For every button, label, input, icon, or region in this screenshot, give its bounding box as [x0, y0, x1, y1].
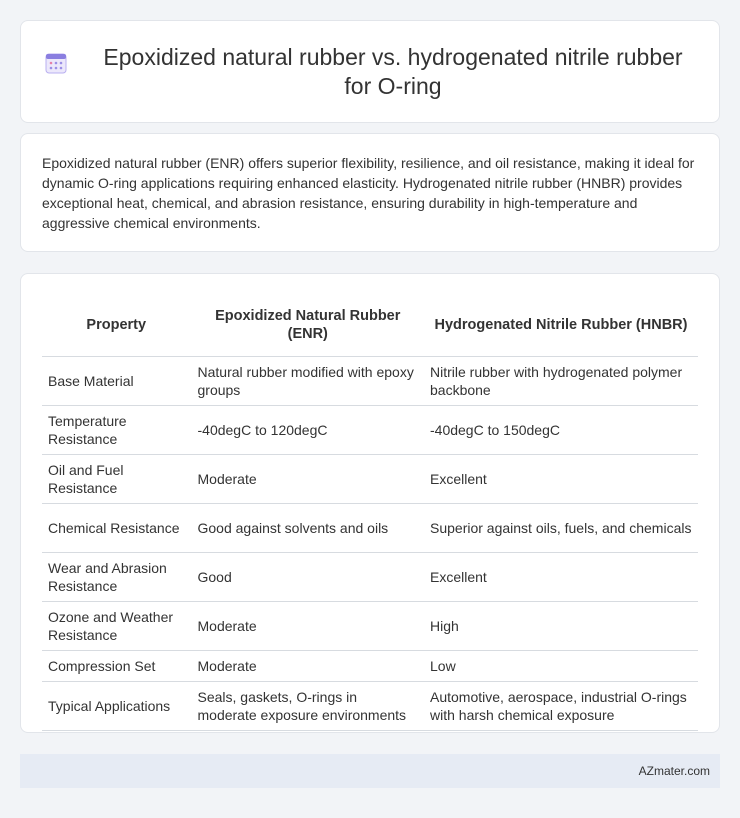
footer	[20, 754, 720, 788]
row-property: Compression Set	[42, 650, 191, 681]
table-row	[42, 681, 698, 730]
table-header-row	[42, 294, 698, 356]
row-hnbr-value: Excellent	[424, 454, 698, 503]
row-enr-value: Natural rubber modified with epoxy groups	[191, 356, 424, 405]
table-row	[42, 503, 698, 552]
summary-card	[20, 133, 720, 252]
row-hnbr-value: Excellent	[424, 552, 698, 601]
row-property: Typical Applications	[42, 681, 191, 730]
row-property: Wear and Abrasion Resistance	[42, 552, 191, 601]
row-enr-value: Good	[191, 552, 424, 601]
title-card	[20, 20, 720, 123]
header-enr: Epoxidized Natural Rubber (ENR)	[191, 294, 424, 356]
comparison-table-card	[20, 273, 720, 733]
title-wrap	[44, 43, 696, 101]
table-row	[42, 650, 698, 681]
row-enr-value: Moderate	[191, 650, 424, 681]
row-hnbr-value: Automotive, aerospace, industrial O-rings with harsh chemical exposure	[424, 681, 698, 730]
row-property: Oil and Fuel Resistance	[42, 454, 191, 503]
row-property: Base Material	[42, 356, 191, 405]
header-hnbr: Hydrogenated Nitrile Rubber (HNBR)	[424, 294, 698, 356]
table-row	[42, 552, 698, 601]
table-row	[42, 601, 698, 650]
row-hnbr-value: -40degC to 150degC	[424, 405, 698, 454]
row-property: Chemical Resistance	[42, 503, 191, 552]
row-hnbr-value: Nitrile rubber with hydrogenated polymer backbone	[424, 356, 698, 405]
row-enr-value: Moderate	[191, 454, 424, 503]
table-row	[42, 405, 698, 454]
header-property: Property	[42, 294, 191, 356]
calendar-icon	[44, 51, 68, 75]
footer-brand[interactable]: AZmater.com	[638, 764, 710, 778]
row-enr-value: Good against solvents and oils	[191, 503, 424, 552]
row-hnbr-value: Superior against oils, fuels, and chemicals	[424, 503, 698, 552]
row-enr-value: Moderate	[191, 601, 424, 650]
row-enr-value: -40degC to 120degC	[191, 405, 424, 454]
table-row	[42, 356, 698, 405]
row-property: Ozone and Weather Resistance	[42, 601, 191, 650]
comparison-table	[42, 294, 698, 731]
row-hnbr-value: Low	[424, 650, 698, 681]
summary-text: Epoxidized natural rubber (ENR) offers superior flexibility, resilience, and oil resistance, making it ideal for dynamic O-ring applications requiring enhanced elasticity. Hydrogenated nitrile rubber (HNBR) provides exceptional heat, chemical, and abrasion resistance, ensuring durability in high-temperature and aggressive chemical environments.	[42, 155, 695, 231]
page-title: Epoxidized natural rubber vs. hydrogenated nitrile rubber for O-ring	[103, 43, 683, 99]
row-property: Temperature Resistance	[42, 405, 191, 454]
row-enr-value: Seals, gaskets, O-rings in moderate exposure environments	[191, 681, 424, 730]
table-row	[42, 454, 698, 503]
row-hnbr-value: High	[424, 601, 698, 650]
